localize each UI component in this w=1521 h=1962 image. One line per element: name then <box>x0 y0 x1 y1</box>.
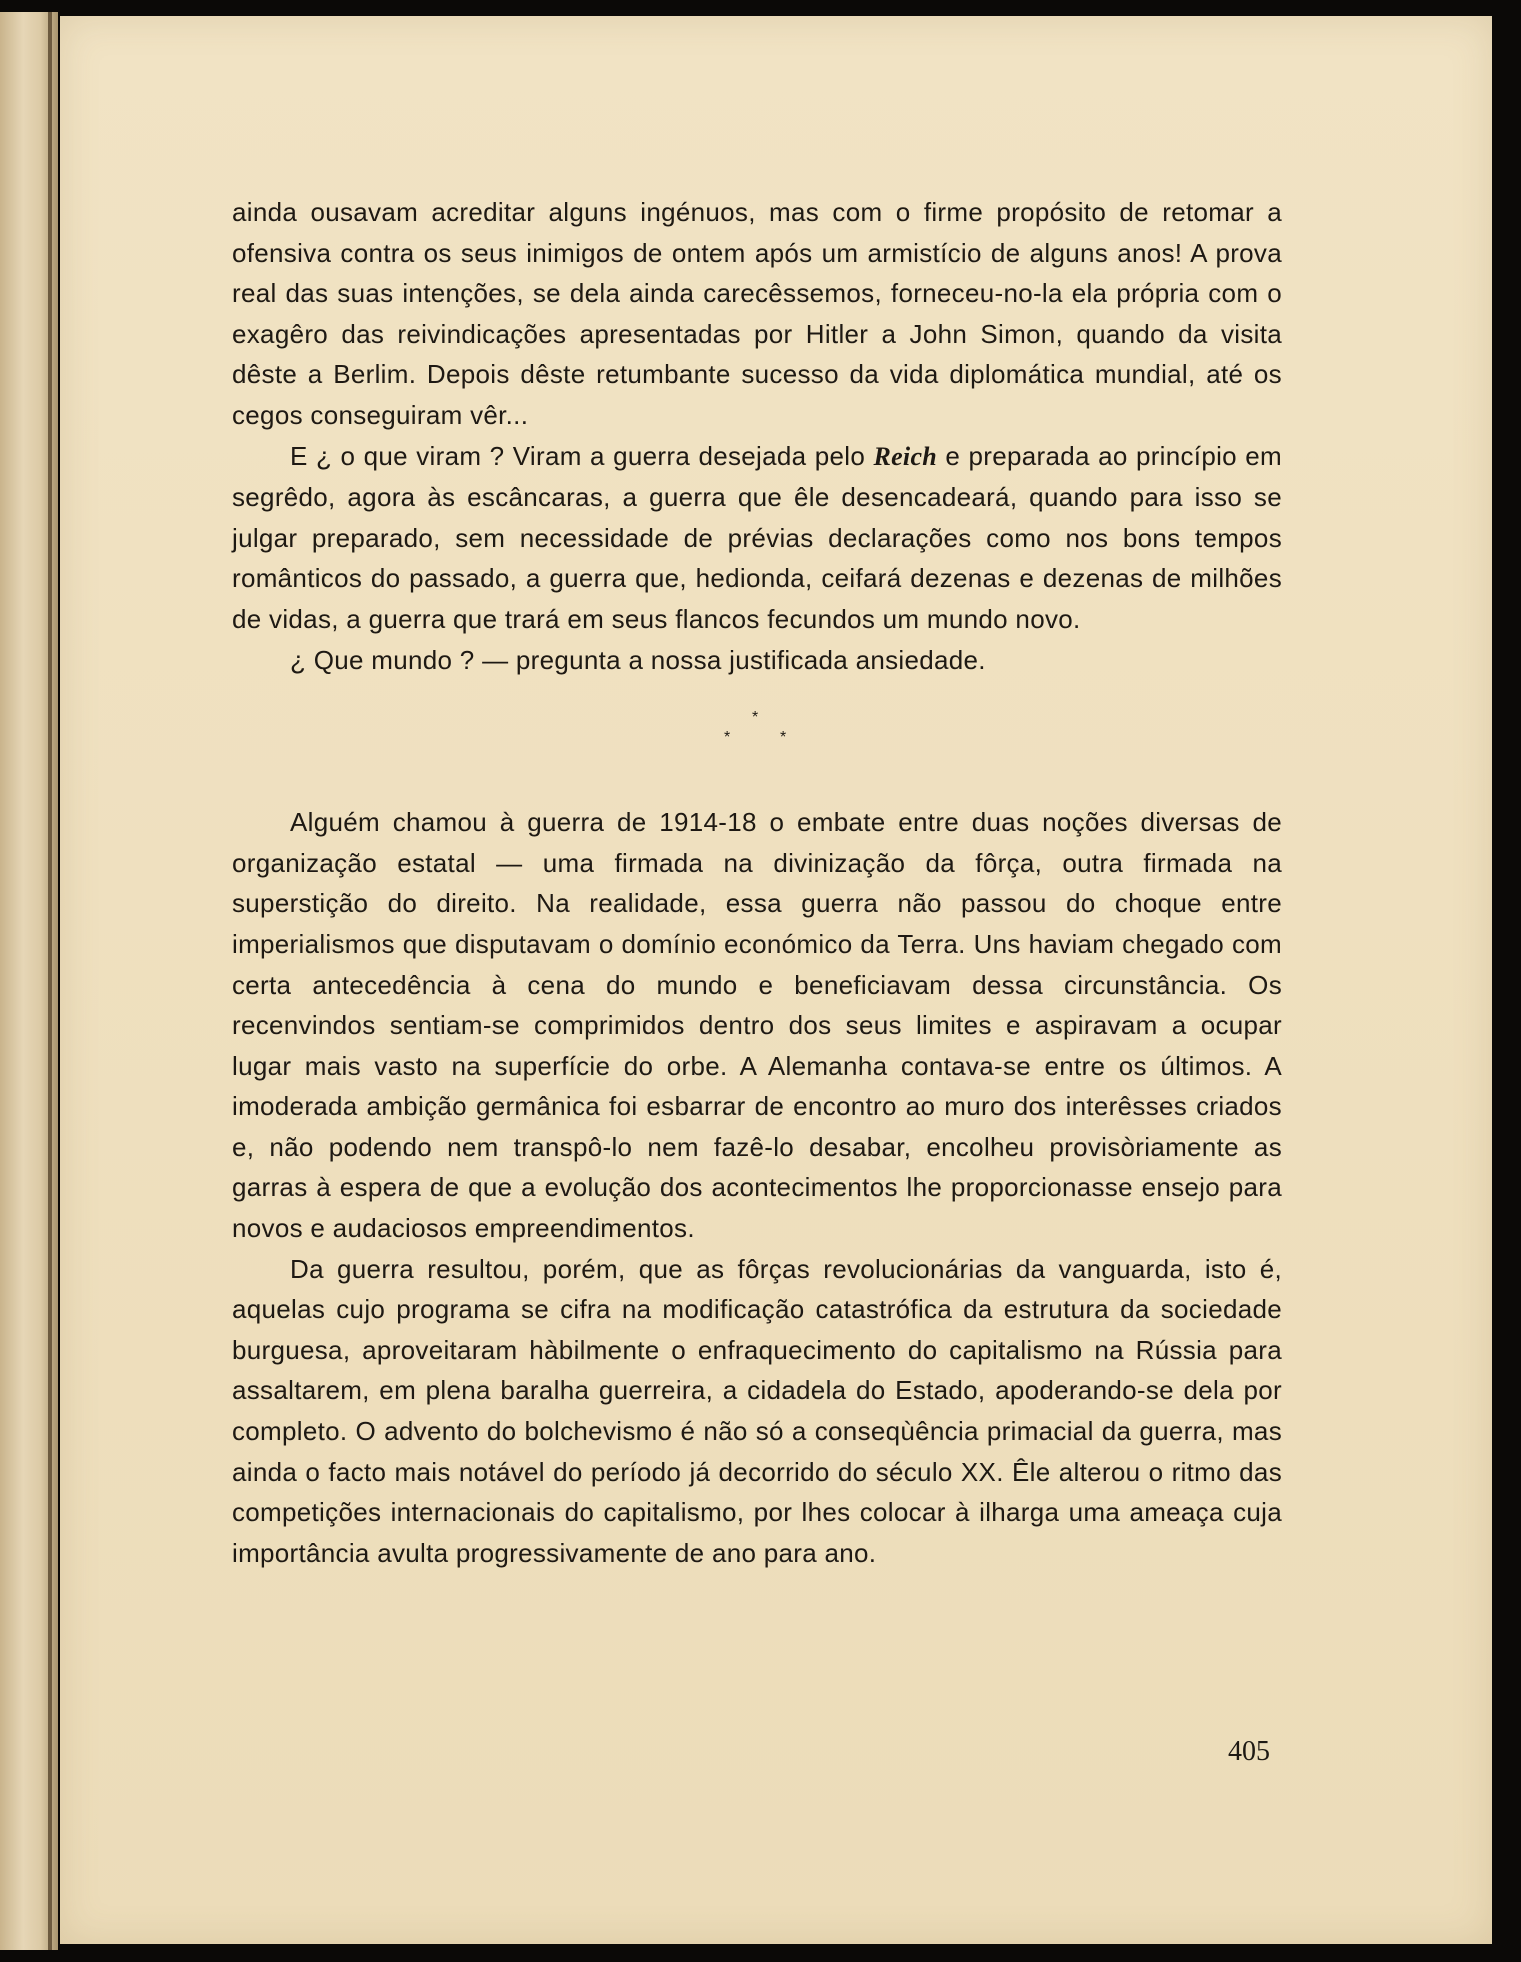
paragraph-segment: e preparada ao princípio em segrêdo, agora às escâncaras, a guerra que êle desencadeará, quando para isso se julgar preparado, sem necessidade de prévias declarações como nos bons tempos românticos do passado, a guerra que, hedionda, ceifará dezenas e dezenas de milhões de vidas, a guerra que trará em seus flancos fecundos um mundo novo. <box>232 440 1282 634</box>
binding-shadow <box>48 12 52 1950</box>
section-break-asterism <box>232 680 1282 802</box>
paragraph-question: ¿ Que mundo ? — pregunta a nossa justificada ansiedade. <box>290 644 986 675</box>
page-number: 405 <box>1228 1736 1270 1767</box>
paragraph-segment: E ¿ o que viram ? Viram a guerra desejada pelo <box>290 440 874 471</box>
paragraph-continuation: ainda ousavam acreditar alguns ingénuos, mas com o firme propósito de retomar a ofensiva contra os seus inimigos de ontem após um armistício de alguns anos! A prova real das suas intenções, se dela ainda carecêssemos, forneceu-no-la ela própria com o exagêro das reivindicações apresentadas por Hitler a John Simon, quando da visita dêste a Berlim. Depois dêste retumbante sucesso da vida diplomática mundial, até os cegos conseguiram vêr... <box>232 197 1282 430</box>
paragraph-what-they-saw <box>232 436 1282 640</box>
asterism-star: * <box>780 729 787 747</box>
paragraph-war-1914: Alguém chamou à guerra de 1914-18 o embate entre duas noções diversas de organização estatal — uma firmada na divinização da fôrça, outra firmada na superstição do direito. Na realidade, essa guerra não passou do choque entre imperialismos que disputavam o domínio económico da Terra. Uns haviam chegado com certa antecedência à cena do mundo e beneficiavam dessa circunstância. Os recenvindos sentiam-se comprimidos dentro dos seus limites e aspiravam a ocupar lugar mais vasto na superfície do orbe. A Alemanha contava-se entre os últimos. A imoderada ambição germânica foi esbarrar de encontro ao muro dos interêsses criados e, não podendo nem transpô-lo nem fazê-lo desabar, encolheu provisòriamente as garras à espera de que a evolução dos acontecimentos lhe proporcionasse ensejo para novos e audaciosos empreendimentos. <box>232 807 1282 1244</box>
asterism-star: * <box>724 729 731 747</box>
italic-term-reich: Reich <box>873 441 938 471</box>
asterism-star: * <box>752 709 759 727</box>
paragraph-bolshevism: Da guerra resultou, porém, que as fôrças revolucionárias da vanguarda, isto é, aquelas cujo programa se cifra na modificação catastrófica da estrutura da sociedade burguesa, aproveitaram hàbilmente o enfraquecimento do capitalismo na Rússia para assaltarem, em plena baralha guerreira, a cidadela do Estado, apoderando-se dela por completo. O advento do bolchevismo é não só a conseqùência primacial da guerra, mas ainda o facto mais notável do período já decorrido do século XX. Êle alterou o ritmo das competições internacionais do capitalismo, por lhes colocar à ilharga uma ameaça cuja importância avulta progressivamente de ano para ano. <box>232 1253 1282 1568</box>
page-body <box>232 192 1282 1573</box>
